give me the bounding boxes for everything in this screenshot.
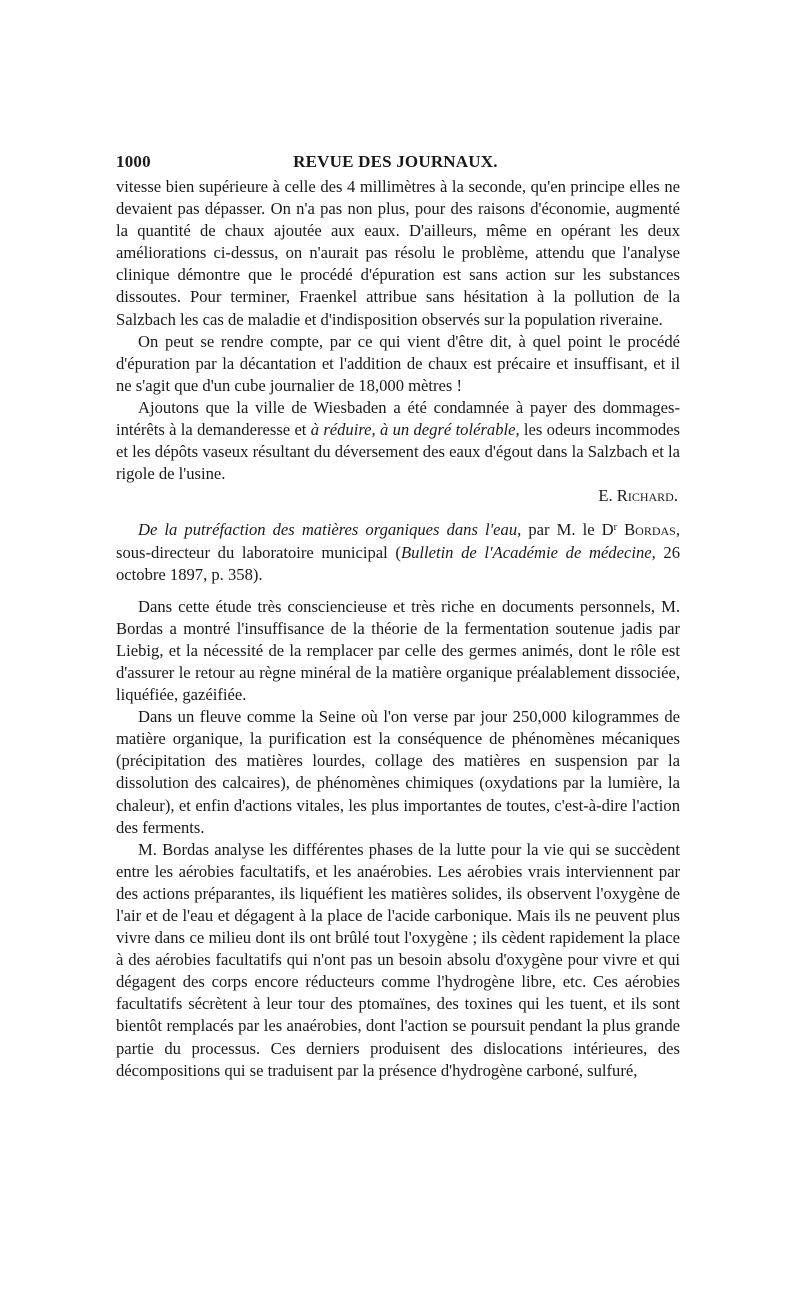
running-header — [116, 152, 680, 172]
article-author-role: sous-directeur du laboratoire municipal ( — [116, 542, 401, 562]
paragraph-wiesbaden-text-b: les odeurs incommodes et les dépôts vaseux résultant du déversement des eaux d'égout dans la Salzbach et la rigole de l'usine. — [116, 420, 680, 484]
article-heading — [116, 519, 680, 585]
article-author-name: Bordas, — [617, 520, 680, 540]
article-title: De la putréfaction des matières organiques dans l'eau, — [138, 520, 522, 540]
article-source: Bulletin de l'Académie de médecine, — [400, 542, 656, 562]
paragraph-wiesbaden-text-a: Ajoutons que la ville de Wiesbaden a été condamnée à payer des dommages-intérêts à la demanderesse et — [116, 397, 680, 440]
paragraph-wiesbaden-italic: à réduire, à un degré tolérable, — [310, 420, 520, 440]
article-source-date: 26 octobre 1897, p. 358). — [116, 542, 681, 584]
paragraph-epuration: On peut se rendre compte, par ce qui vient d'être dit, à quel point le procédé d'épuration par la décantation et l'addition de chaux est précaire et insuffisant, et il ne s'agit que d'un cube journalier de 18,000 mètres ! — [116, 331, 680, 395]
author-signature: E. Richard. — [598, 486, 678, 506]
page-number: 1000 — [116, 152, 151, 171]
article-author-superscript: r — [613, 522, 618, 534]
paragraph-seine: Dans un fleuve comme la Seine où l'on verse par jour 250,000 kilogrammes de matière organique, la purification est la conséquence de phénomènes mécaniques (précipitation des matières lourdes, collage des matières en suspension par la dissolution des calcaires), de phénomènes chimiques (oxydations par la lumière, la chaleur), et enfin d'actions vitales, les plus importantes de toutes, c'est-à-dire l'action des ferments. — [116, 707, 680, 837]
journal-page — [116, 152, 680, 1082]
journal-title: REVUE DES JOURNAUX. — [293, 152, 498, 171]
paragraph-fermentation: Dans cette étude très consciencieuse et très riche en documents personnels, M. Bordas a montré l'insuffisance de la théorie de la fermentation soutenue jadis par Liebig, et la nécessité de la remplacer par celle des germes animés, dont le rôle est d'assurer le retour au règne minéral de la matière organique préalablement dissociée, liquéfiée, gazéifiée. — [116, 596, 680, 705]
paragraph-wiesbaden — [116, 397, 680, 485]
paragraph-continuation: vitesse bien supérieure à celle des 4 millimètres à la seconde, qu'en principe elles ne devaient pas dépasser. On n'a pas non plus, pour des raisons d'économie, augmenté la quantité de chaux ajoutée aux eaux. D'ailleurs, même en opérant les deux améliorations ci-dessus, on n'aurait pas résolu le problème, attendu que l'analyse clinique démontre que le procédé d'épuration est sans action sur les substances dissoutes. Pour terminer, Fraenkel attribue sans hésitation à la pollution de la Salzbach les cas de maladie et d'indisposition observés sur la population riveraine. — [116, 177, 680, 329]
article-author-prefix: par M. le D — [521, 520, 614, 540]
paragraph-aerobies: M. Bordas analyse les différentes phases de la lutte pour la vie qui se succèdent entre les aérobies facultatifs, et les anaérobies. Les aérobies vrais interviennent par des actions préparantes, ils liquéfient les matières solides, ils observent l'oxygène de l'air et de l'eau et dégagent à la place de l'acide carbonique. Mais ils ne peuvent plus vivre dans ce milieu dont ils ont brûlé tout l'oxygène ; ils cèdent rapidement la place à des aérobies facultatifs qui n'ont pas un besoin absolu d'oxygène pour vivre et qui dégagent des corps encore réducteurs comme l'hydrogène libre, etc. Ces aérobies facultatifs sécrètent à leur tour des ptomaïnes, des toxines qui les tuent, et ils sont bientôt remplacés par les anaérobies, dont l'action se poursuit pendant la plus grande partie du processus. Ces derniers produisent des dislocations intérieures, des décompositions qui se traduisent par la présence d'hydrogène carboné, sulfuré, — [116, 839, 680, 1080]
